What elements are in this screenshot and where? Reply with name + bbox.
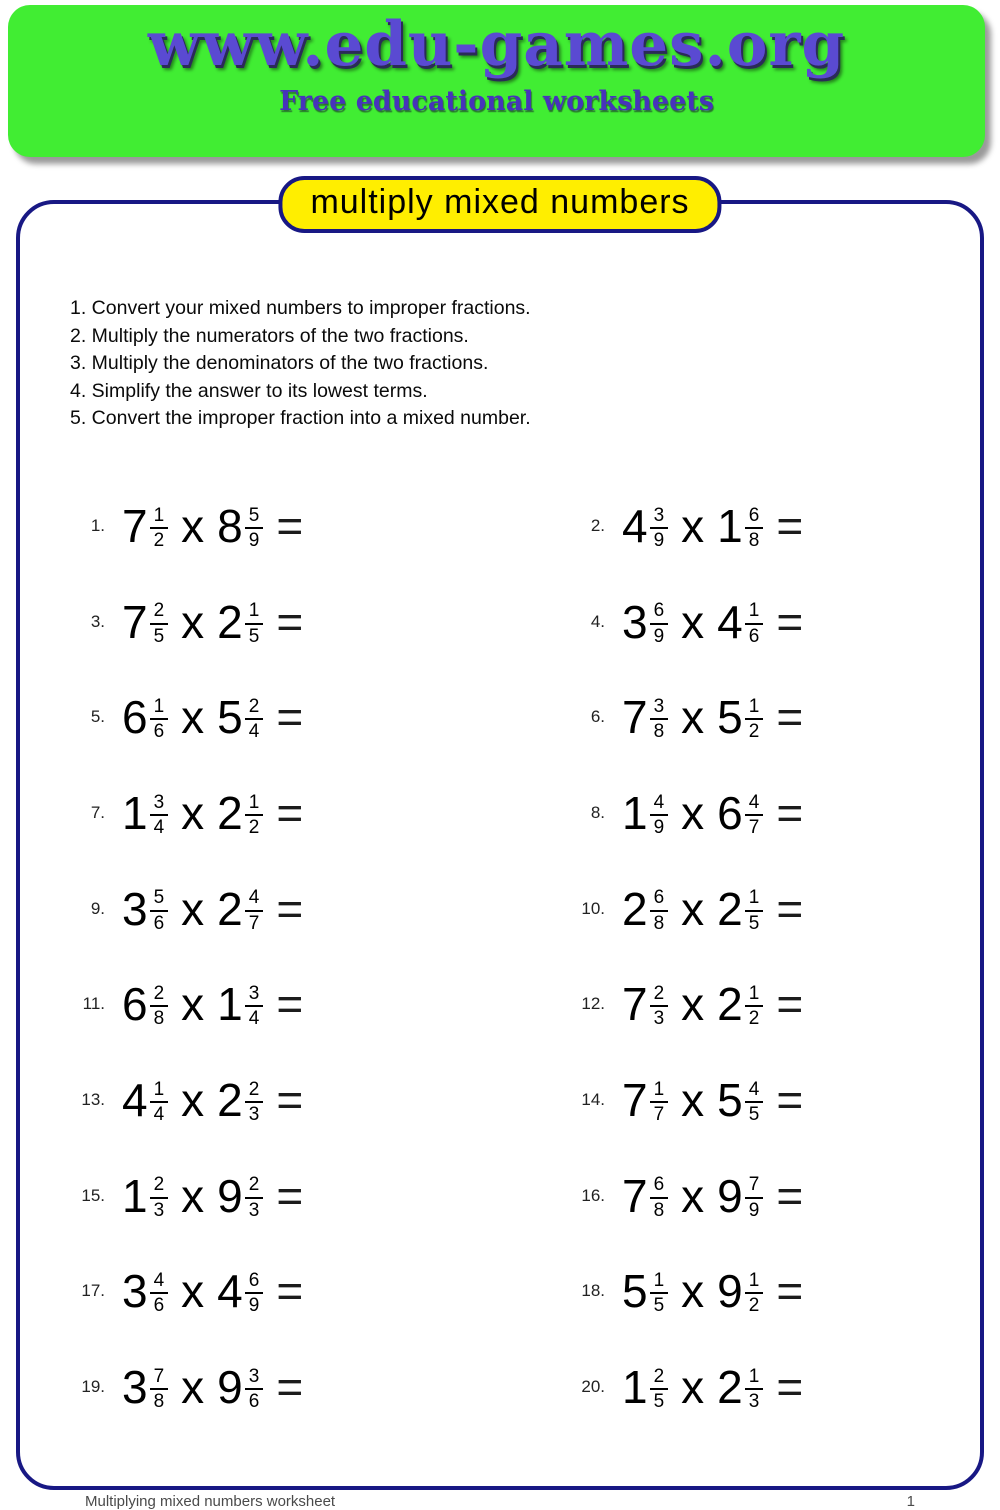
- instruction-line: 5. Convert the improper fraction into a mixed number.: [70, 407, 531, 429]
- problem-expression: [122, 1073, 304, 1126]
- footer-page-number: 1: [906, 1493, 915, 1510]
- multiply-sign: x: [681, 1361, 705, 1414]
- problem-expression: [122, 786, 304, 839]
- mixed-number-whole-a: 7: [622, 1169, 648, 1222]
- numerator-b: 6: [245, 1270, 264, 1294]
- mixed-number-whole-a: 3: [622, 595, 648, 648]
- denominator-b: 9: [248, 1295, 260, 1317]
- fraction-b: [245, 600, 264, 647]
- equals-sign: =: [776, 499, 804, 552]
- numerator-a: 5: [150, 887, 169, 911]
- instruction-line: 2. Multiply the numerators of the two fractions.: [70, 324, 469, 347]
- numerator-b: 2: [245, 696, 264, 720]
- mixed-number-whole-b: 9: [217, 1169, 243, 1222]
- problem-number: 18.: [581, 1281, 605, 1301]
- numerator-a: 4: [650, 792, 669, 816]
- fraction-a: [650, 1270, 669, 1317]
- problem: [500, 574, 1000, 670]
- denominator-b: 2: [748, 1008, 760, 1030]
- denominator-a: 9: [653, 625, 665, 647]
- equals-sign: =: [776, 595, 804, 648]
- multiply-sign: x: [181, 1265, 205, 1318]
- fraction-a: [650, 792, 669, 839]
- problem: [500, 956, 1000, 1052]
- multiply-sign: x: [181, 691, 205, 744]
- fraction-b: [745, 1366, 764, 1413]
- fraction-b: [745, 505, 764, 552]
- fraction-a: [650, 1174, 669, 1221]
- mixed-number-whole-a: 4: [122, 1073, 148, 1126]
- denominator-a: 8: [653, 912, 665, 934]
- denominator-a: 3: [153, 1199, 165, 1221]
- denominator-b: 4: [248, 721, 260, 743]
- numerator-a: 1: [150, 696, 169, 720]
- problem: [0, 478, 500, 574]
- problem-expression: [122, 1361, 304, 1414]
- instruction-line: 1. Convert your mixed numbers to improper fractions.: [70, 297, 531, 319]
- equals-sign: =: [276, 595, 304, 648]
- denominator-a: 9: [653, 529, 665, 551]
- fraction-b: [245, 983, 264, 1030]
- site-title: www.edu-games.org: [147, 9, 846, 80]
- equals-sign: =: [276, 1073, 304, 1126]
- numerator-b: 3: [245, 1366, 264, 1390]
- numerator-b: 1: [245, 792, 264, 816]
- numerator-a: 1: [650, 1270, 669, 1294]
- denominator-a: 9: [653, 816, 665, 838]
- mixed-number-whole-a: 7: [622, 978, 648, 1031]
- denominator-b: 4: [248, 1008, 260, 1030]
- instructions: [70, 295, 531, 433]
- fraction-a: [150, 887, 169, 934]
- fraction-a: [150, 505, 169, 552]
- mixed-number-whole-a: 5: [622, 1265, 648, 1318]
- problem-expression: [622, 882, 804, 935]
- numerator-b: 1: [745, 887, 764, 911]
- problem: [0, 669, 500, 765]
- mixed-number-whole-b: 2: [717, 978, 743, 1031]
- fraction-a: [150, 600, 169, 647]
- denominator-b: 7: [248, 912, 260, 934]
- mixed-number-whole-b: 2: [717, 882, 743, 935]
- problem: [500, 1244, 1000, 1340]
- equals-sign: =: [276, 1361, 304, 1414]
- worksheet-title-badge: [278, 176, 721, 233]
- fraction-b: [745, 696, 764, 743]
- numerator-a: 6: [650, 600, 669, 624]
- denominator-b: 3: [248, 1199, 260, 1221]
- mixed-number-whole-b: 5: [217, 691, 243, 744]
- denominator-b: 5: [748, 912, 760, 934]
- problem: [0, 765, 500, 861]
- mixed-number-whole-a: 6: [122, 691, 148, 744]
- mixed-number-whole-a: 2: [622, 882, 648, 935]
- fraction-b: [745, 887, 764, 934]
- mixed-number-whole-b: 5: [717, 1073, 743, 1126]
- mixed-number-whole-b: 4: [217, 1265, 243, 1318]
- mixed-number-whole-a: 1: [622, 1361, 648, 1414]
- numerator-b: 1: [745, 696, 764, 720]
- multiply-sign: x: [181, 1073, 205, 1126]
- fraction-b: [245, 887, 264, 934]
- multiply-sign: x: [181, 1169, 205, 1222]
- numerator-b: 7: [745, 1174, 764, 1198]
- denominator-b: 6: [248, 1391, 260, 1413]
- denominator-b: 9: [248, 529, 260, 551]
- denominator-a: 8: [153, 1008, 165, 1030]
- mixed-number-whole-a: 7: [622, 691, 648, 744]
- problem-number: 4.: [590, 611, 605, 631]
- multiply-sign: x: [181, 1361, 205, 1414]
- problem-number: 3.: [90, 611, 105, 631]
- problem-number: 11.: [82, 994, 105, 1014]
- fraction-a: [650, 887, 669, 934]
- problem-number: 20.: [581, 1377, 605, 1397]
- mixed-number-whole-b: 2: [217, 1073, 243, 1126]
- mixed-number-whole-b: 4: [717, 595, 743, 648]
- numerator-a: 2: [650, 983, 669, 1007]
- problem: [500, 1052, 1000, 1148]
- problem: [0, 574, 500, 670]
- problem: [500, 861, 1000, 957]
- fraction-b: [245, 1366, 264, 1413]
- denominator-a: 3: [653, 1008, 665, 1030]
- denominator-a: 7: [653, 1103, 665, 1125]
- instruction-line: 3. Multiply the denominators of the two fractions.: [70, 352, 489, 374]
- denominator-b: 6: [748, 625, 760, 647]
- equals-sign: =: [776, 1265, 804, 1318]
- denominator-b: 8: [748, 529, 760, 551]
- fraction-a: [150, 1366, 169, 1413]
- equals-sign: =: [776, 691, 804, 744]
- problem-expression: [122, 978, 304, 1031]
- problem-expression: [622, 1169, 804, 1222]
- multiply-sign: x: [681, 978, 705, 1031]
- problem: [0, 1052, 500, 1148]
- fraction-a: [650, 600, 669, 647]
- numerator-b: 1: [745, 600, 764, 624]
- mixed-number-whole-b: 6: [717, 786, 743, 839]
- equals-sign: =: [776, 786, 804, 839]
- problem-number: 16.: [581, 1185, 605, 1205]
- fraction-b: [245, 1270, 264, 1317]
- denominator-b: 2: [748, 721, 760, 743]
- problem-expression: [122, 882, 304, 935]
- problem-number: 2.: [590, 515, 605, 535]
- multiply-sign: x: [681, 595, 705, 648]
- fraction-a: [150, 1174, 169, 1221]
- denominator-a: 4: [153, 1103, 165, 1125]
- mixed-number-whole-b: 8: [217, 499, 243, 552]
- problem: [0, 956, 500, 1052]
- fraction-b: [245, 792, 264, 839]
- numerator-b: 1: [745, 983, 764, 1007]
- mixed-number-whole-b: 1: [217, 978, 243, 1031]
- numerator-a: 1: [150, 1079, 169, 1103]
- mixed-number-whole-a: 7: [622, 1073, 648, 1126]
- fraction-b: [745, 792, 764, 839]
- problem: [500, 1339, 1000, 1435]
- numerator-a: 6: [650, 1174, 669, 1198]
- denominator-b: 2: [748, 1295, 760, 1317]
- instruction-line: 4. Simplify the answer to its lowest terms.: [70, 379, 428, 402]
- mixed-number-whole-b: 2: [717, 1361, 743, 1414]
- problem-number: 15.: [81, 1185, 105, 1205]
- problem-expression: [622, 1265, 804, 1318]
- fraction-b: [745, 1079, 764, 1126]
- equals-sign: =: [776, 1169, 804, 1222]
- numerator-a: 4: [150, 1270, 169, 1294]
- problem-expression: [622, 691, 804, 744]
- mixed-number-whole-a: 3: [122, 1361, 148, 1414]
- problem-number: 19.: [81, 1377, 105, 1397]
- problem-number: 13.: [81, 1089, 105, 1109]
- worksheet-title: multiply mixed numbers: [310, 183, 690, 221]
- denominator-a: 6: [153, 1295, 165, 1317]
- numerator-a: 2: [150, 983, 169, 1007]
- problem-number: 10.: [581, 898, 605, 918]
- numerator-b: 1: [245, 600, 264, 624]
- multiply-sign: x: [181, 786, 205, 839]
- denominator-a: 6: [153, 912, 165, 934]
- problem-number: 1.: [90, 515, 105, 535]
- mixed-number-whole-a: 3: [122, 882, 148, 935]
- problem-number: 12.: [581, 994, 605, 1014]
- problem-number: 8.: [590, 802, 605, 822]
- site-subtitle: Free educational worksheets: [279, 86, 714, 117]
- problem: [0, 1244, 500, 1340]
- numerator-a: 7: [150, 1366, 169, 1390]
- problem-number: 17.: [81, 1281, 105, 1301]
- numerator-b: 6: [745, 505, 764, 529]
- denominator-a: 6: [153, 721, 165, 743]
- fraction-b: [745, 983, 764, 1030]
- problem-number: 5.: [90, 707, 105, 727]
- fraction-b: [245, 1079, 264, 1126]
- footer-line: [85, 1493, 915, 1510]
- mixed-number-whole-b: 2: [217, 882, 243, 935]
- numerator-b: 2: [245, 1079, 264, 1103]
- fraction-a: [650, 1079, 669, 1126]
- mixed-number-whole-a: 4: [622, 499, 648, 552]
- equals-sign: =: [276, 1169, 304, 1222]
- denominator-a: 4: [153, 816, 165, 838]
- multiply-sign: x: [681, 882, 705, 935]
- problem: [500, 1148, 1000, 1244]
- problem-expression: [622, 786, 804, 839]
- numerator-a: 2: [150, 1174, 169, 1198]
- problem-expression: [622, 978, 804, 1031]
- problem-expression: [122, 1265, 304, 1318]
- problem-expression: [622, 499, 804, 552]
- denominator-a: 5: [653, 1295, 665, 1317]
- problem-number: 14.: [581, 1089, 605, 1109]
- denominator-a: 5: [653, 1391, 665, 1413]
- multiply-sign: x: [181, 882, 205, 935]
- fraction-b: [745, 1174, 764, 1221]
- fraction-a: [150, 696, 169, 743]
- denominator-b: 5: [248, 625, 260, 647]
- fraction-a: [150, 1270, 169, 1317]
- numerator-a: 2: [150, 600, 169, 624]
- numerator-a: 6: [650, 887, 669, 911]
- mixed-number-whole-b: 9: [717, 1169, 743, 1222]
- problem: [0, 861, 500, 957]
- fraction-a: [150, 983, 169, 1030]
- fraction-a: [650, 696, 669, 743]
- problem-expression: [122, 595, 304, 648]
- equals-sign: =: [776, 1073, 804, 1126]
- multiply-sign: x: [181, 595, 205, 648]
- denominator-a: 5: [153, 625, 165, 647]
- fraction-b: [745, 1270, 764, 1317]
- numerator-b: 1: [745, 1366, 764, 1390]
- fraction-b: [745, 600, 764, 647]
- denominator-b: 3: [748, 1391, 760, 1413]
- fraction-b: [245, 505, 264, 552]
- mixed-number-whole-a: 1: [122, 1169, 148, 1222]
- equals-sign: =: [776, 1361, 804, 1414]
- problem-expression: [122, 691, 304, 744]
- multiply-sign: x: [681, 1073, 705, 1126]
- mixed-number-whole-b: 9: [717, 1265, 743, 1318]
- mixed-number-whole-a: 7: [122, 595, 148, 648]
- multiply-sign: x: [681, 691, 705, 744]
- multiply-sign: x: [681, 1265, 705, 1318]
- mixed-number-whole-a: 1: [622, 786, 648, 839]
- footer-left-text: Multiplying mixed numbers worksheet: [85, 1493, 336, 1510]
- problem-expression: [122, 1169, 304, 1222]
- fraction-b: [245, 696, 264, 743]
- mixed-number-whole-b: 2: [217, 595, 243, 648]
- problem: [500, 478, 1000, 574]
- denominator-b: 3: [248, 1103, 260, 1125]
- denominator-b: 7: [748, 816, 760, 838]
- mixed-number-whole-b: 5: [717, 691, 743, 744]
- multiply-sign: x: [681, 499, 705, 552]
- problem: [500, 669, 1000, 765]
- equals-sign: =: [776, 882, 804, 935]
- equals-sign: =: [276, 499, 304, 552]
- numerator-b: 5: [245, 505, 264, 529]
- fraction-a: [650, 983, 669, 1030]
- numerator-b: 4: [745, 792, 764, 816]
- mixed-number-whole-a: 6: [122, 978, 148, 1031]
- denominator-a: 8: [653, 1199, 665, 1221]
- numerator-b: 3: [245, 983, 264, 1007]
- fraction-a: [150, 1079, 169, 1126]
- problem: [500, 765, 1000, 861]
- problem-expression: [622, 1361, 804, 1414]
- problems-grid: [0, 478, 1000, 1435]
- mixed-number-whole-b: 1: [717, 499, 743, 552]
- numerator-a: 1: [650, 1079, 669, 1103]
- problem: [0, 1339, 500, 1435]
- numerator-a: 3: [650, 696, 669, 720]
- mixed-number-whole-a: 1: [122, 786, 148, 839]
- multiply-sign: x: [681, 786, 705, 839]
- fraction-a: [650, 1366, 669, 1413]
- numerator-b: 4: [745, 1079, 764, 1103]
- denominator-a: 8: [153, 1391, 165, 1413]
- problem-number: 7.: [90, 802, 105, 822]
- numerator-b: 4: [245, 887, 264, 911]
- numerator-a: 1: [150, 505, 169, 529]
- equals-sign: =: [276, 978, 304, 1031]
- mixed-number-whole-a: 7: [122, 499, 148, 552]
- equals-sign: =: [776, 978, 804, 1031]
- denominator-b: 9: [748, 1199, 760, 1221]
- denominator-a: 8: [653, 721, 665, 743]
- equals-sign: =: [276, 786, 304, 839]
- equals-sign: =: [276, 691, 304, 744]
- equals-sign: =: [276, 882, 304, 935]
- denominator-b: 5: [748, 1103, 760, 1125]
- problem: [0, 1148, 500, 1244]
- denominator-b: 2: [248, 816, 260, 838]
- multiply-sign: x: [181, 978, 205, 1031]
- fraction-b: [245, 1174, 264, 1221]
- problem-expression: [622, 1073, 804, 1126]
- numerator-b: 1: [745, 1270, 764, 1294]
- numerator-b: 2: [245, 1174, 264, 1198]
- fraction-a: [150, 792, 169, 839]
- fraction-a: [650, 505, 669, 552]
- problem-number: 6.: [590, 707, 605, 727]
- header-banner: [8, 5, 985, 157]
- mixed-number-whole-b: 9: [217, 1361, 243, 1414]
- numerator-a: 3: [650, 505, 669, 529]
- problem-number: 9.: [90, 898, 105, 918]
- mixed-number-whole-a: 3: [122, 1265, 148, 1318]
- problem-expression: [622, 595, 804, 648]
- denominator-a: 2: [153, 529, 165, 551]
- multiply-sign: x: [681, 1169, 705, 1222]
- numerator-a: 2: [650, 1366, 669, 1390]
- numerator-a: 3: [150, 792, 169, 816]
- equals-sign: =: [276, 1265, 304, 1318]
- mixed-number-whole-b: 2: [217, 786, 243, 839]
- problem-expression: [122, 499, 304, 552]
- multiply-sign: x: [181, 499, 205, 552]
